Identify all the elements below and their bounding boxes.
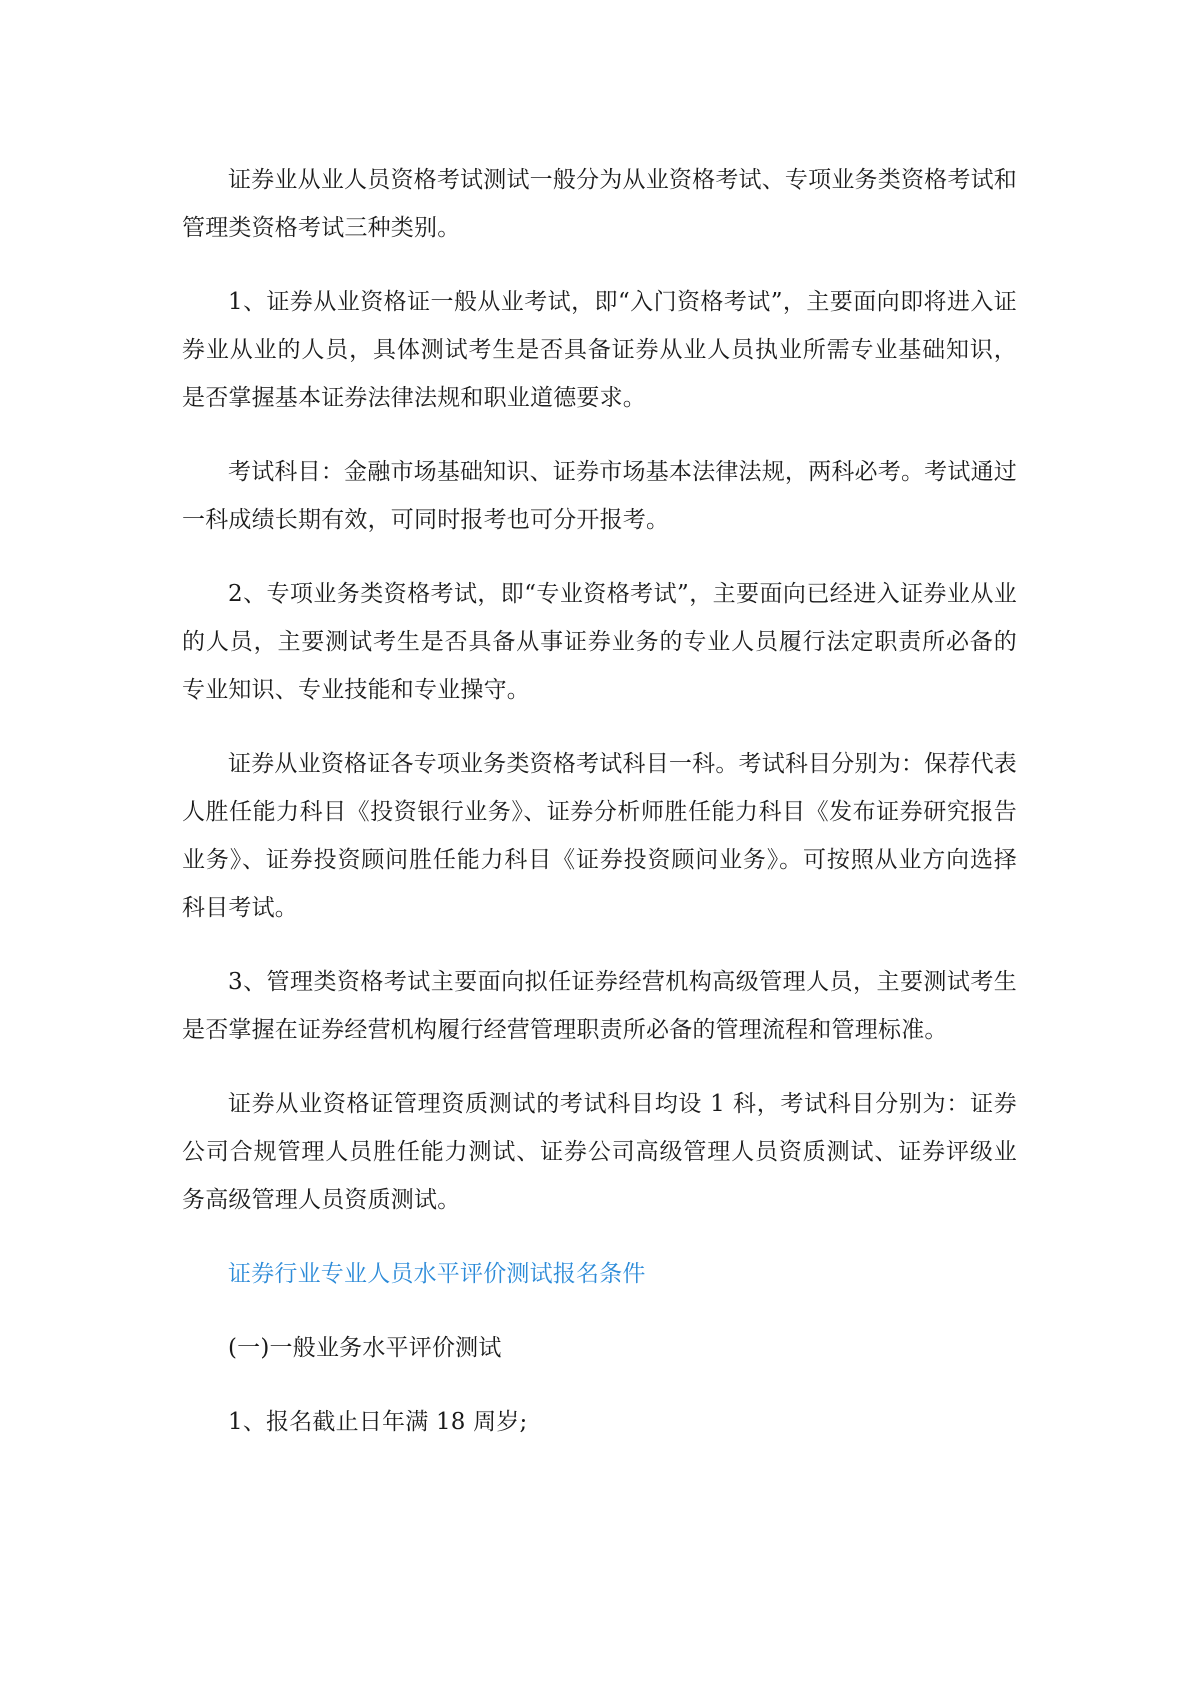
general-evaluation-heading: (一)一般业务水平评价测试 [228,1335,502,1361]
special-exam-subjects-paragraph: 证券从业资格证各专项业务类资格考试科目一科。考试科目分别为：保荐代表人胜任能力科目《投资银行业务》、证券分析师胜任能力科目《发布证券研究报告业务》、证券投资顾问胜任能力科目《证券投资顾问业务》。可按照从业方向选择科目考试。 [182,751,1017,921]
document-body [182,156,1017,1472]
general-exam-subjects-paragraph: 考试科目：金融市场基础知识、证券市场基本法律法规，两科必考。考试通过一科成绩长期有效，可同时报考也可分开报考。 [182,459,1017,533]
registration-conditions-link[interactable]: 证券行业专业人员水平评价测试报名条件 [228,1261,646,1287]
intro-paragraph: 证券业从业人员资格考试测试一般分为从业资格考试、专项业务类资格考试和管理类资格考试三种类别。 [182,167,1017,241]
management-exam-subjects-paragraph: 证券从业资格证管理资质测试的考试科目均设 1 科，考试科目分别为：证券公司合规管理人员胜任能力测试、证券公司高级管理人员资质测试、证券评级业务高级管理人员资质测试。 [182,1091,1017,1213]
special-exam-paragraph: 2、专项业务类资格考试，即“专业资格考试”，主要面向已经进入证券业从业的人员，主要测试考生是否具备从事证券业务的专业人员履行法定职责所必备的专业知识、专业技能和专业操守。 [182,581,1017,703]
management-exam-paragraph: 3、管理类资格考试主要面向拟任证券经营机构高级管理人员，主要测试考生是否掌握在证券经营机构履行经营管理职责所必备的管理流程和管理标准。 [182,969,1017,1043]
age-requirement-item: 1、报名截止日年满 18 周岁; [228,1409,528,1435]
general-exam-paragraph: 1、证券从业资格证一般从业考试，即“入门资格考试”，主要面向即将进入证券业从业的人员，具体测试考生是否具备证券从业人员执业所需专业基础知识，是否掌握基本证券法律法规和职业道德要求。 [182,289,1017,411]
